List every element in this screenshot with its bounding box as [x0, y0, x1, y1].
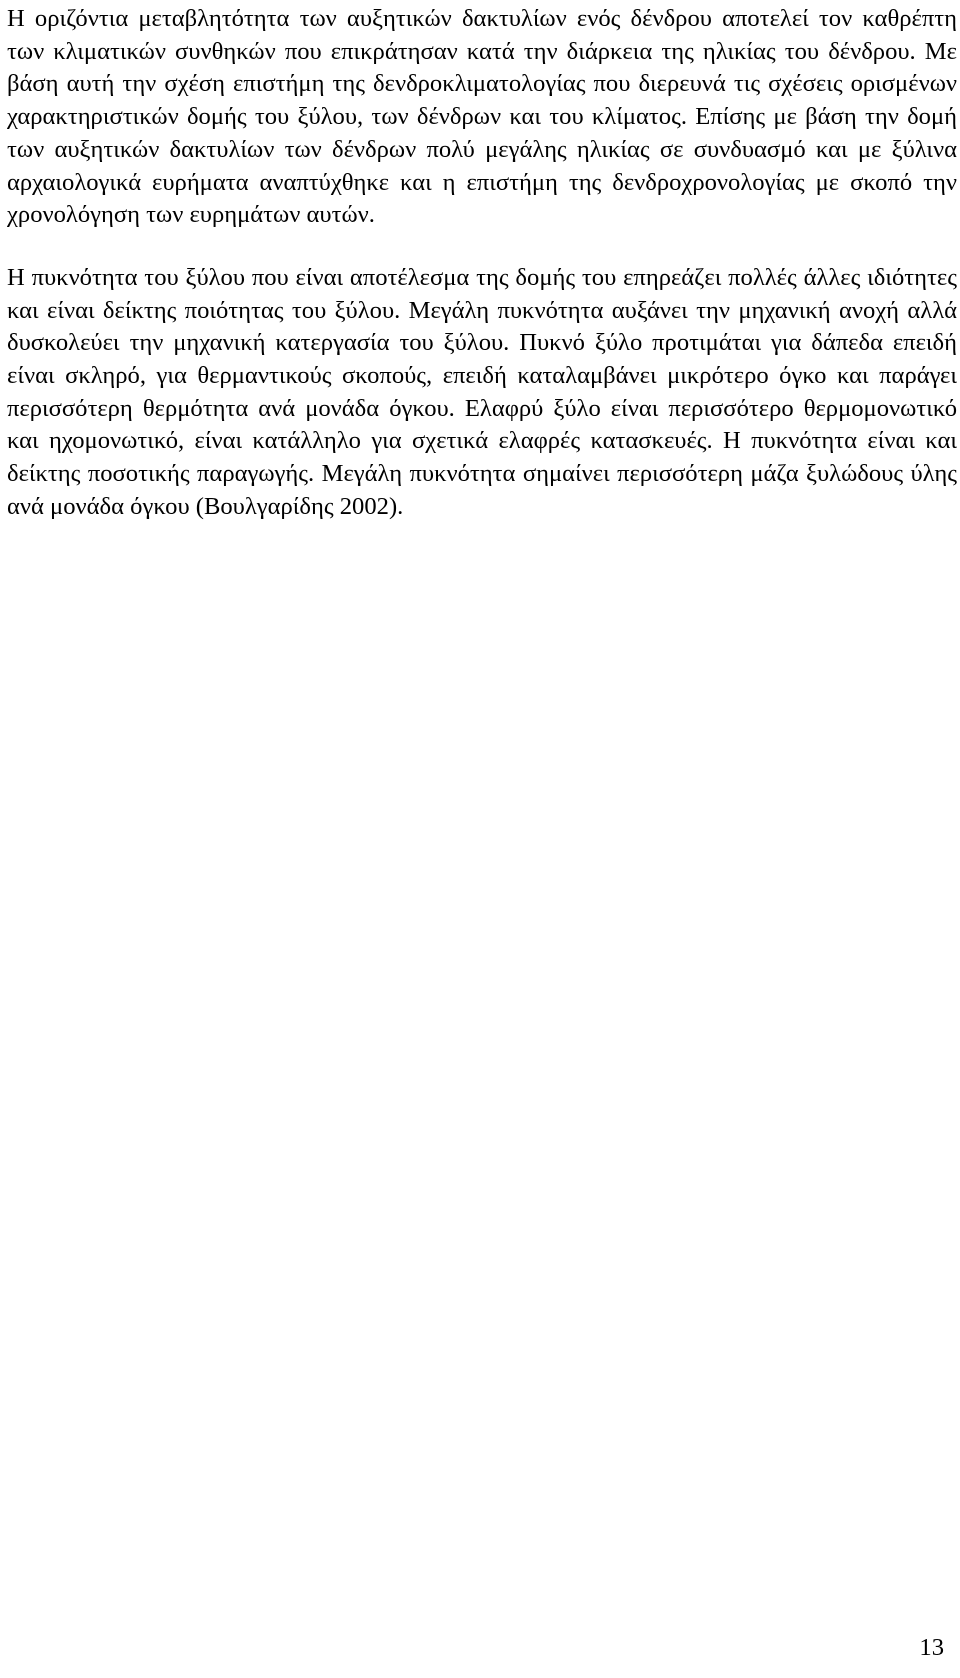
- document-body: [7, 3, 957, 524]
- paragraph-tree-rings: Η οριζόντια μεταβλητότητα των αυξητικών δακτυλίων ενός δένδρου αποτελεί τον καθρέπτη των κλιματικών συνθηκών που επικράτησαν κατά την διάρκεια της ηλικίας του δένδρου. Με βάση αυτή την σχέση επιστήμη της δενδροκλιματολογίας που διερευνά τις σχέσεις ορισμένων χαρακτηριστικών δομής του ξύλου, των δένδρων και του κλίματος. Επίσης με βάση την δομή των αυξητικών δακτυλίων των δένδρων πολύ μεγάλης ηλικίας σε συνδυασμό και με ξύλινα αρχαιολογικά ευρήματα αναπτύχθηκε και η επιστήμη της δενδροχρονολογίας με σκοπό την χρονολόγηση των ευρημάτων αυτών.: [7, 5, 957, 229]
- page-number: 13: [919, 1634, 944, 1661]
- paragraph-wood-density: Η πυκνότητα του ξύλου που είναι αποτέλεσμα της δομής του επηρεάζει πολλές άλλες ιδιότητες και είναι δείκτης ποιότητας του ξύλου. Μεγάλη πυκνότητα αυξάνει την μηχανική ανοχή αλλά δυσκολεύει την μηχανική κατεργασία του ξύλου. Πυκνό ξύλο προτιμάται για δάπεδα επειδή είναι σκληρό, για θερμαντικούς σκοπούς, επειδή καταλαμβάνει μικρότερο όγκο και παράγει περισσότερη θερμότητα ανά μονάδα όγκου. Ελαφρύ ξύλο είναι περισσότερο θερμομονωτικό και ηχομονωτικό, είναι κατάλληλο για σχετικά ελαφρές κατασκευές. Η πυκνότητα είναι και δείκτης ποσοτικής παραγωγής. Μεγάλη πυκνότητα σημαίνει περισσότερη μάζα ξυλώδους ύλης ανά μονάδα όγκου (Βουλγαρίδης 2002).: [7, 263, 957, 520]
